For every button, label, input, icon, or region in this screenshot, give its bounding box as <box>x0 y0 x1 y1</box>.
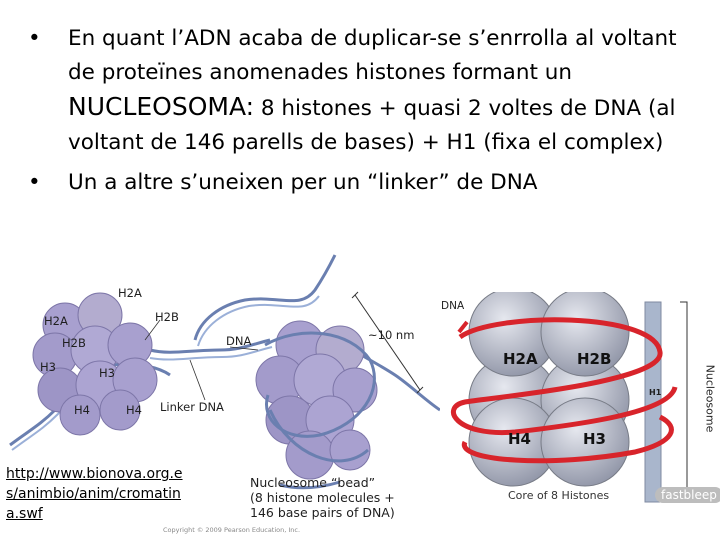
copyright-notice: Copyright © 2009 Pearson Education, Inc. <box>163 526 301 534</box>
nucleosome-bracket <box>680 302 687 502</box>
bullet-list <box>28 22 698 200</box>
bullet-text-cont: 8 histones + quasi 2 voltes de DNA (al voltant de 146 parells de bases) + H1 (fixa el complex) <box>68 96 676 155</box>
bullet-text: En quant l’ADN acaba de duplicar-se s’enrrolla al voltant de proteïnes anomenades histones formant un <box>68 26 677 85</box>
label-h2a-right: H2A <box>503 350 538 368</box>
animation-link[interactable]: http://www.bionova.org.es/animbio/anim/cromatina.swf <box>6 466 183 522</box>
label-dna: DNA <box>226 334 252 348</box>
label-dna-right: DNA <box>441 300 465 312</box>
dna-helix <box>10 255 440 488</box>
label-h2a-top: H2A <box>118 286 142 300</box>
bullet-nucleosome <box>28 22 698 160</box>
label-h3-right-fig: H3 <box>583 430 606 448</box>
label-h4-right: H4 <box>126 403 142 417</box>
bullet-dot: • <box>28 26 41 51</box>
label-h4-left: H4 <box>74 403 90 417</box>
bullet-emphasis: NUCLEOSOMA: <box>68 92 255 121</box>
label-nucleosome-vertical: Nucleosome <box>703 364 717 433</box>
label-h3-center: H3 <box>99 366 115 380</box>
label-h2b-left: H2B <box>62 336 86 350</box>
dna-entry <box>459 322 467 332</box>
label-10nm: ~10 nm <box>368 328 415 342</box>
bullet-text: Un a altre s’uneixen per un “linker” de DNA <box>68 170 538 195</box>
histone-octamer-diagram <box>435 292 720 517</box>
caption-line-1: Nucleosome “bead” <box>250 475 376 490</box>
caption-line-2: (8 histone molecules + <box>250 490 395 505</box>
fastbleep-logo: fastbleep <box>655 487 720 503</box>
bullet-dot: • <box>28 170 41 195</box>
caption-line-3: 146 base pairs of DNA) <box>250 505 395 520</box>
label-h2a-left: H2A <box>44 314 68 328</box>
label-core-histones: Core of 8 Histones <box>508 489 610 502</box>
label-linker-dna: Linker DNA <box>160 400 224 414</box>
label-h1: H1 <box>649 388 662 397</box>
label-h2b-right: H2B <box>155 310 179 324</box>
label-h4-right-fig: H4 <box>508 430 531 448</box>
nucleosome-caption <box>250 475 395 520</box>
label-h3-left: H3 <box>40 360 56 374</box>
bullet-linker <box>28 166 698 200</box>
label-h2b-right: H2B <box>577 350 612 368</box>
